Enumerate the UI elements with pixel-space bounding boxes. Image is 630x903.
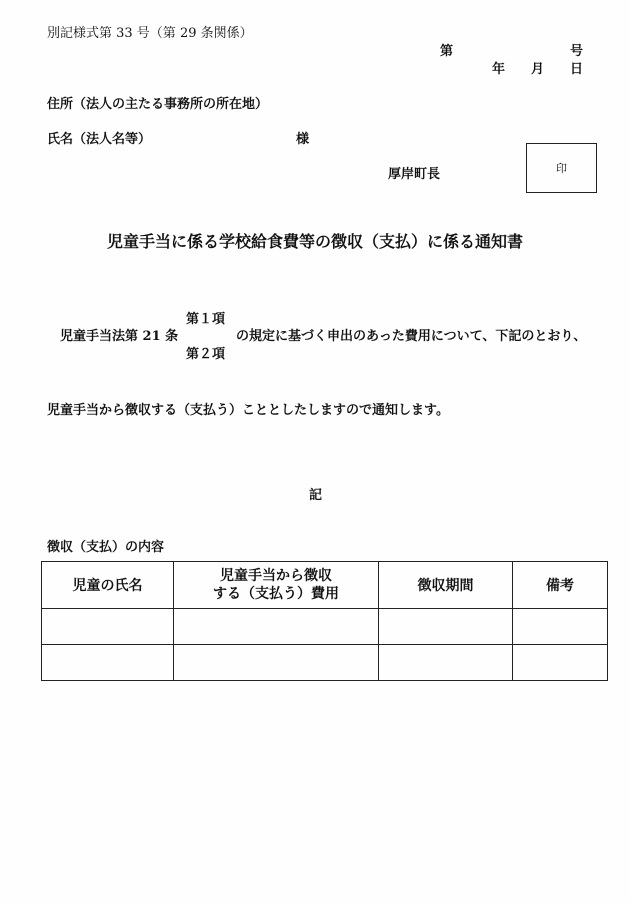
sender-title: 厚岸町長 (388, 167, 441, 182)
cell-remarks (513, 609, 608, 645)
cell-period (379, 645, 513, 681)
cell-cost (174, 609, 379, 645)
table-header-row (42, 562, 608, 609)
body-text-line-2: 児童手当から徴収する（支払う）こととしたしますので通知します。 (47, 403, 449, 418)
ki-heading: 記 (309, 488, 323, 503)
date-day-label: 日 (570, 62, 584, 77)
document-title: 児童手当に係る学校給食費等の徴収（支払）に係る通知書 (106, 232, 523, 251)
header-cost-line-1: 児童手当から徴収 (220, 568, 332, 584)
header-child-name: 児童の氏名 (42, 562, 174, 609)
paragraph-option-1: 第１項 (186, 312, 226, 327)
header-remarks: 備考 (513, 562, 608, 609)
recipient-name-label: 氏名（法人名等） (47, 132, 152, 147)
recipient-honorific: 様 (296, 132, 310, 147)
cell-cost (174, 645, 379, 681)
content-label: 徴収（支払）の内容 (47, 540, 165, 555)
cell-period (379, 609, 513, 645)
cell-remarks (513, 645, 608, 681)
cell-child-name (42, 609, 174, 645)
cell-child-name (42, 645, 174, 681)
document-number-suffix: 号 (570, 44, 584, 59)
seal-label: 印 (556, 162, 567, 175)
header-period: 徴収期間 (379, 562, 513, 609)
date-year-label: 年 (492, 62, 506, 77)
body-text-line-1: の規定に基づく申出のあった費用について、下記のとおり、 (236, 329, 587, 344)
paragraph-option-2: 第２項 (186, 347, 226, 362)
recipient-address-label: 住所（法人の主たる事務所の所在地） (47, 97, 269, 112)
date-month-label: 月 (531, 62, 545, 77)
seal-box (526, 143, 597, 193)
document-number-prefix: 第 (440, 44, 454, 59)
form-number: 別記様式第 33 号（第 29 条関係） (47, 26, 253, 41)
table-row (42, 609, 608, 645)
content-table (41, 561, 608, 681)
law-reference: 児童手当法第 21 条 (60, 329, 179, 344)
header-cost (174, 562, 379, 609)
table-row (42, 645, 608, 681)
header-cost-line-2: する（支払う）費用 (213, 586, 339, 602)
